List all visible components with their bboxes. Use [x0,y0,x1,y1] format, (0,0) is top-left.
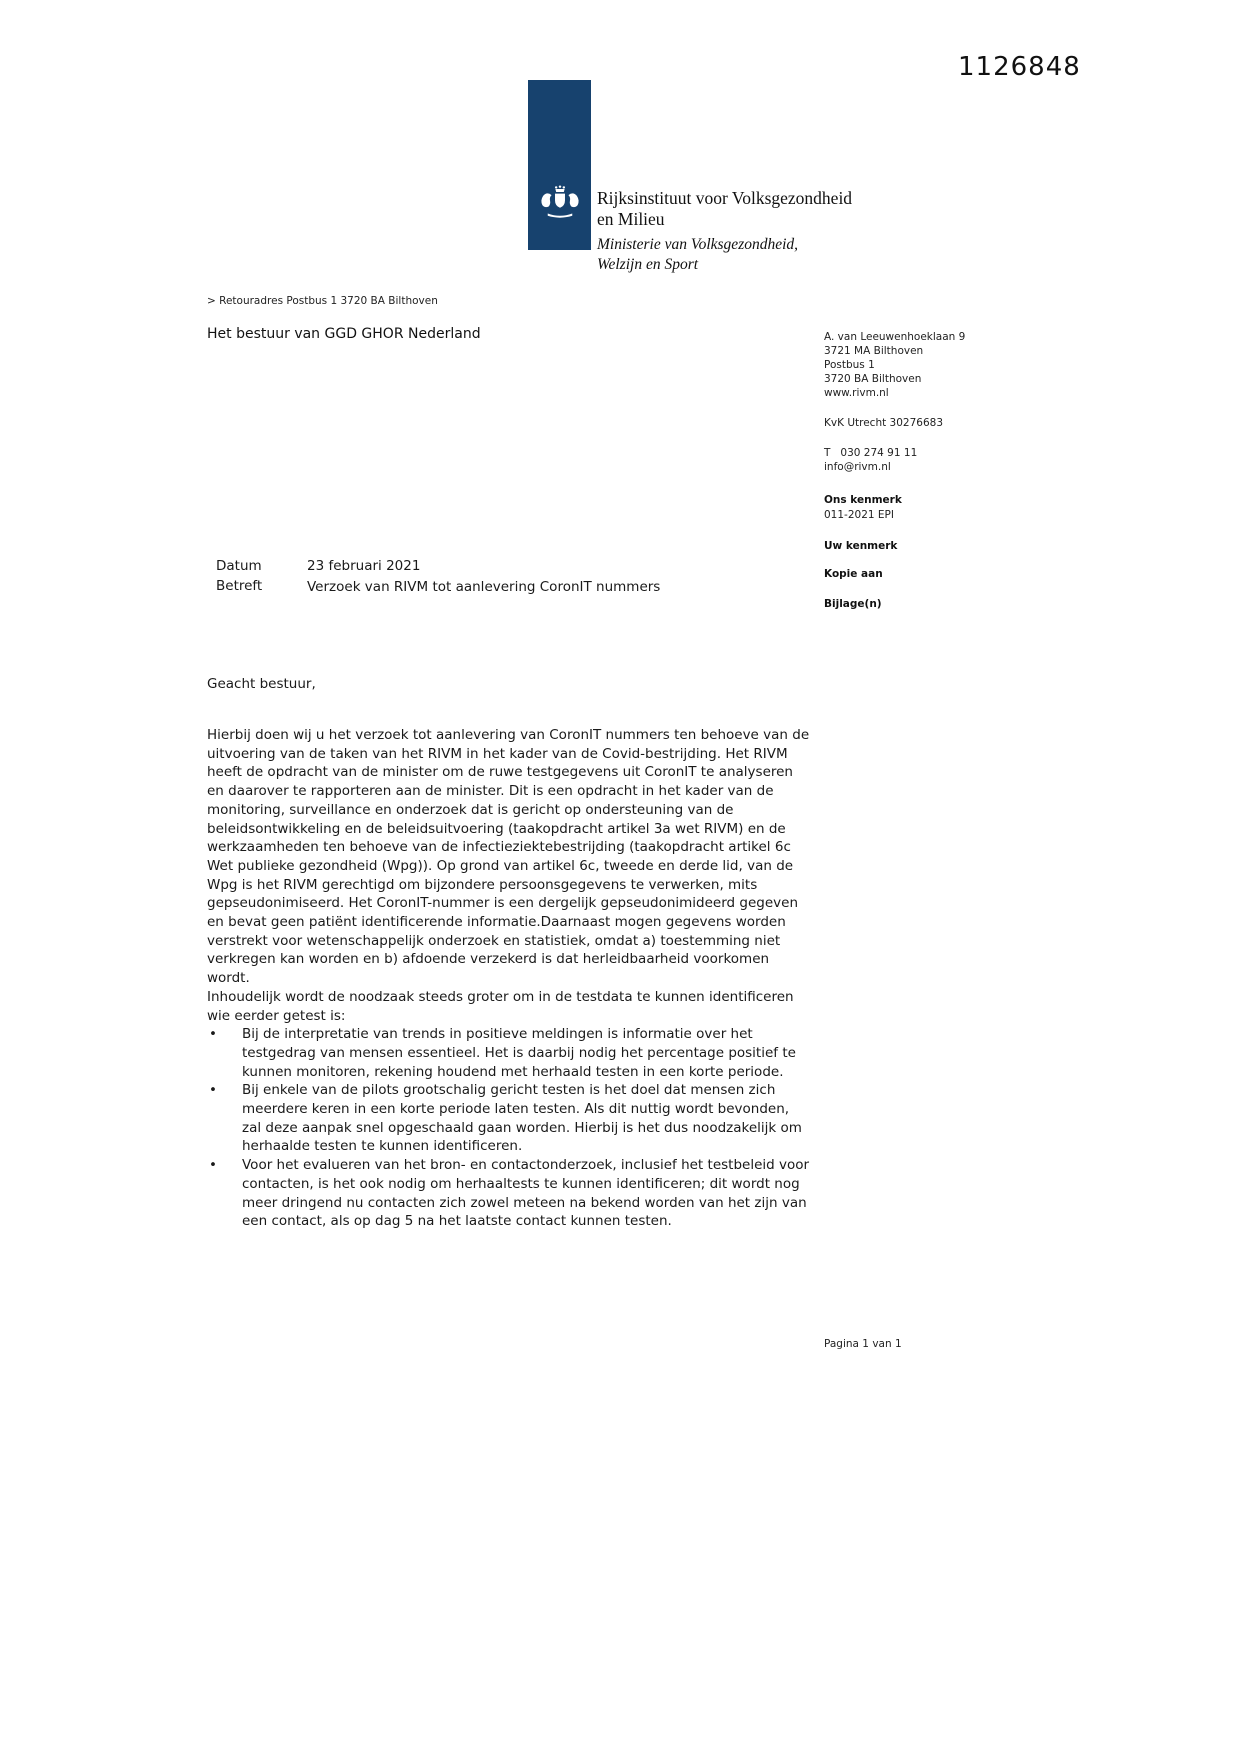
ministry-line1: Ministerie van Volksgezondheid, [597,236,799,253]
page-number: Pagina 1 van 1 [824,1338,902,1350]
betreft-value: Verzoek van RIVM tot aanlevering CoronIT nummers [307,579,661,595]
sender-address-line: A. van Leeuwenhoeklaan 9 [824,331,966,343]
salutation: Geacht bestuur, [207,676,316,692]
bullet-text: Bij de interpretatie van trends in positieve meldingen is informatie over het testgedrag van mensen essentieel. Het is daarbij nodig het percentage positief te kunnen monitoren, rekening houdend met herhaald testen in een korte periode. [242,1026,796,1080]
addressee: Het bestuur van GGD GHOR Nederland [207,326,481,342]
body-paragraph: Hierbij doen wij u het verzoek tot aanlevering van CoronIT nummers ten behoeve van de uitvoering van de taken van het RIVM in het kader van de Covid-bestrijding. Het RIVM heeft de opdracht van de minister om de ruwe testgegevens uit CoronIT te analyseren en daarover te rapporteren aan de minister. Dit is een opdracht in het kader van de monitoring, surveillance en onderzoek dat is gericht op ondersteuning van de beleidsontwikkeling en de beleidsuitvoering (taakopdracht artikel 3a wet RIVM) en de werkzaamheden ten behoeve van de infectieziektebestrijding (taakopdracht artikel 6c Wet publieke gezondheid (Wpg)). Op grond van artikel 6c, tweede en derde lid, van de Wpg is het RIVM gerechtigd om bijzondere persoonsgegevens te verwerken, mits gepseudonimiseerd. Het CoronIT-nummer is een dergelijk gepseudonimideerd gegeven en bevat geen patiënt identificerende informatie.Daarnaast mogen gegevens worden verstrekt voor wetenschappelijk onderzoek en statistiek, omdat a) toestemming niet verkregen kan worden en b) afdoende verzekerd is dat herleidbaarheid voorkomen wordt. [207,727,810,987]
ons-kenmerk-label: Ons kenmerk [824,494,902,506]
bijlagen-label: Bijlage(n) [824,598,882,610]
list-item [207,1156,811,1231]
bullet-icon: • [209,1082,217,1099]
email-address: info@rivm.nl [824,461,891,473]
ministry-line2: Welzijn en Sport [597,256,699,273]
bullet-list [207,1025,811,1231]
bullet-icon: • [209,1157,217,1174]
kvk-number: KvK Utrecht 30276683 [824,417,943,429]
sender-address-line: 3720 BA Bilthoven [824,373,922,385]
bullet-text: Voor het evalueren van het bron- en contactonderzoek, inclusief het testbeleid voor contacten, is het ook nodig om herhaaltests te kunnen identificeren; dit wordt nog meer dringend nu contacten zich zowel meteen na bekend worden van het zijn van een contact, als op dag 5 na het laatste contact kunnen testen. [242,1157,810,1230]
sender-website: www.rivm.nl [824,387,889,399]
datum-label: Datum [216,558,262,574]
betreft-label: Betreft [216,578,263,594]
phone-number: T 030 274 91 11 [824,447,918,459]
kopie-aan-label: Kopie aan [824,568,883,580]
list-item [207,1025,811,1081]
body-paragraph: Inhoudelijk wordt de noodzaak steeds groter om in de testdata te kunnen identificeren wie eerder getest is: [207,988,794,1024]
uw-kenmerk-label: Uw kenmerk [824,540,898,552]
datum-value: 23 februari 2021 [307,558,421,574]
sender-address-line: 3721 MA Bilthoven [824,345,924,357]
letter-body [207,726,811,1231]
bullet-text: Bij enkele van de pilots grootschalig gericht testen is het doel dat mensen zich meerdere keren in een korte periode laten testen. Als dit nuttig wordt bevonden, zal deze aanpak snel opgeschaald gaan worden. Hierbij is het dus noodzakelijk om herhaalde testen te kunnen identificeren. [242,1082,802,1155]
org-name-line2: en Milieu [597,209,665,229]
ons-kenmerk-value: 011-2021 EPI [824,509,894,521]
sender-address-line: Postbus 1 [824,359,875,371]
list-item [207,1081,811,1156]
bullet-icon: • [209,1026,217,1043]
logo-wordmark [597,188,927,275]
rijksoverheid-coat-of-arms-icon [537,184,583,224]
document-number: 1126848 [958,52,1081,82]
rijksoverheid-banner [528,80,591,250]
return-address: > Retouradres Postbus 1 3720 BA Bilthoven [207,295,438,307]
org-name-line1: Rijksinstituut voor Volksgezondheid [597,188,853,208]
